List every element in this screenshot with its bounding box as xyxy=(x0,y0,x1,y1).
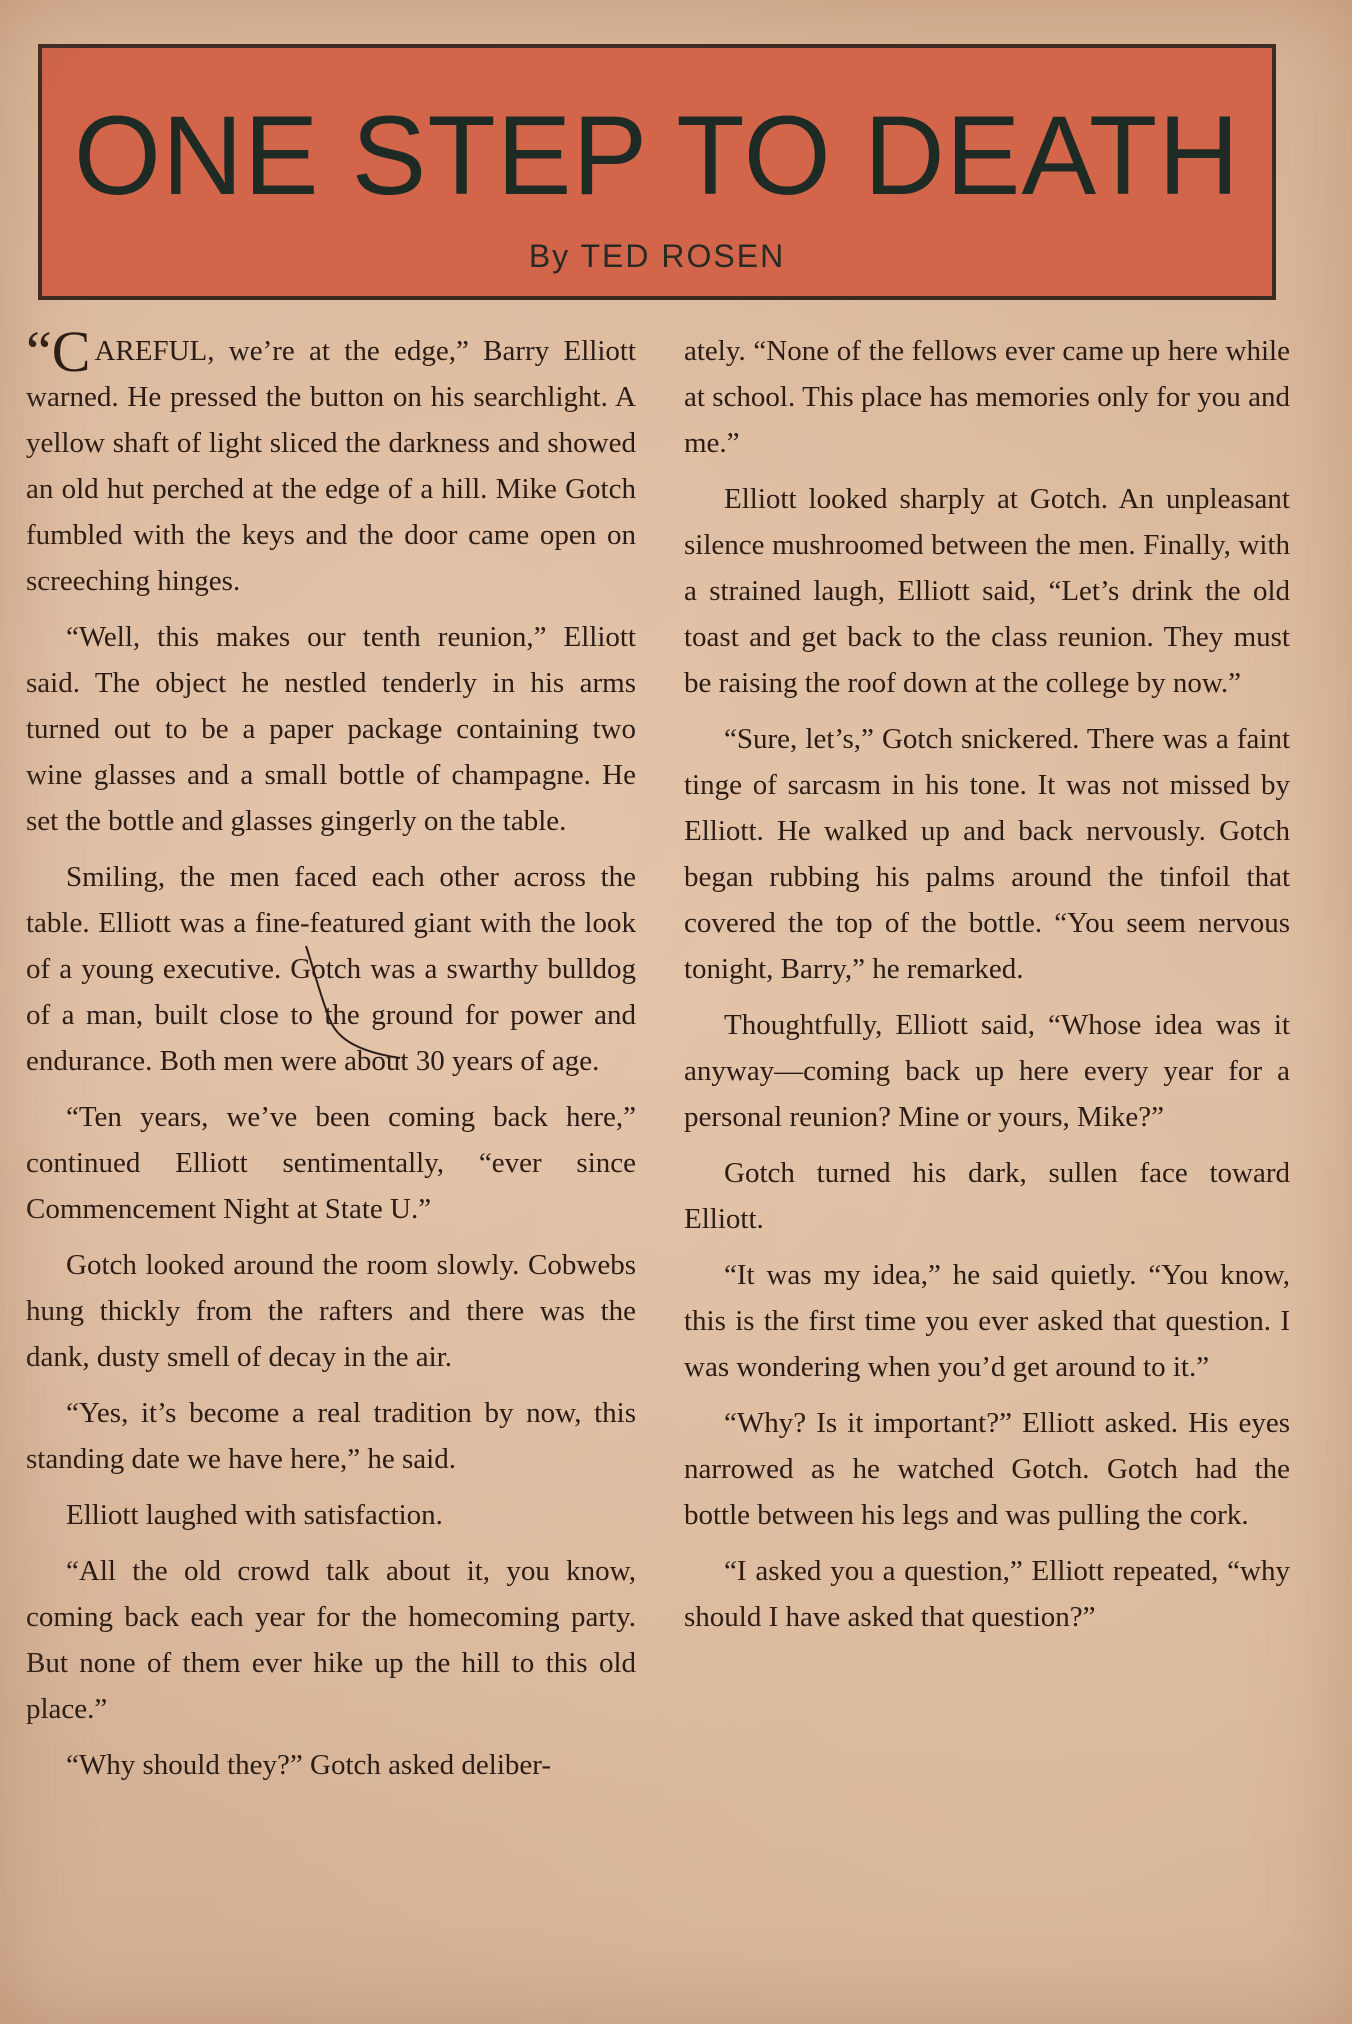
paragraph: “It was my idea,” he said quietly. “You know, this is the first time you ever asked that question. I was wondering when you’d get around to it.” xyxy=(684,1259,1290,1383)
left-column xyxy=(26,319,636,1798)
paragraph: Smiling, the men faced each other across the table. Elliott was a fine-featured giant with the look of a young executive. Gotch was a swarthy bulldog of a man, built close to the ground for power and endurance. Both men were about 30 years of age. xyxy=(26,861,636,1077)
paragraph: Gotch turned his dark, sullen face toward Elliott. xyxy=(684,1157,1290,1235)
paragraph-text: AREFUL, we’re at the edge,” Barry Elliott warned. He pressed the button on his searchlight. A yellow shaft of light sliced the darkness and showed an old hut perched at the edge of a hill. Mike Gotch fumbled with the keys and the door came open on screeching hinges. xyxy=(26,335,636,597)
drop-cap: “C xyxy=(26,319,91,384)
paragraph: “Sure, let’s,” Gotch snickered. There was a faint tinge of sarcasm in his tone. It was not missed by Elliott. He walked up and back nervously. Gotch began rubbing his palms around the tinfoil that covered the top of the bottle. “You seem nervous tonight, Barry,” he remarked. xyxy=(684,723,1290,985)
paragraph: Gotch looked around the room slowly. Cobwebs hung thickly from the rafters and there was the dank, dusty smell of decay in the air. xyxy=(26,1249,636,1373)
paragraph: “Well, this makes our tenth reunion,” Elliott said. The object he nestled tenderly in his arms turned out to be a paper package containing two wine glasses and a small bottle of champagne. He set the bottle and glasses gingerly on the table. xyxy=(26,621,636,837)
title-banner xyxy=(38,44,1276,300)
paragraph: ately. “None of the fellows ever came up here while at school. This place has memories only for you and me.” xyxy=(684,335,1290,459)
paragraph: “Yes, it’s become a real tradition by now, this standing date we have here,” he said. xyxy=(26,1397,636,1475)
paragraph: “Ten years, we’ve been coming back here,” continued Elliott sentimentally, “ever since Commencement Night at State U.” xyxy=(26,1101,636,1225)
paragraph xyxy=(26,319,636,604)
paragraph: “Why should they?” Gotch asked deliber- xyxy=(66,1749,551,1781)
paragraph: Thoughtfully, Elliott said, “Whose idea was it anyway—coming back up here every year for a personal reunion? Mine or yours, Mike?” xyxy=(684,1009,1290,1133)
paragraph: “Why? Is it important?” Elliott asked. His eyes narrowed as he watched Gotch. Gotch had the bottle between his legs and was pulling the cork. xyxy=(684,1407,1290,1531)
paragraph: Elliott looked sharply at Gotch. An unpleasant silence mushroomed between the men. Finally, with a strained laugh, Elliott said, “Let’s drink the old toast and get back to the class reunion. They must be raising the roof down at the college by now.” xyxy=(684,483,1290,699)
author-byline: By TED ROSEN xyxy=(528,238,786,274)
story-title: ONE STEP TO DEATH xyxy=(73,93,1241,218)
right-column xyxy=(684,328,1290,1650)
paragraph: Elliott laughed with satisfaction. xyxy=(66,1499,443,1531)
paragraph: “I asked you a question,” Elliott repeated, “why should I have asked that question?” xyxy=(684,1555,1290,1633)
paragraph: “All the old crowd talk about it, you know, coming back each year for the homecoming party. But none of them ever hike up the hill to this old place.” xyxy=(26,1555,636,1725)
